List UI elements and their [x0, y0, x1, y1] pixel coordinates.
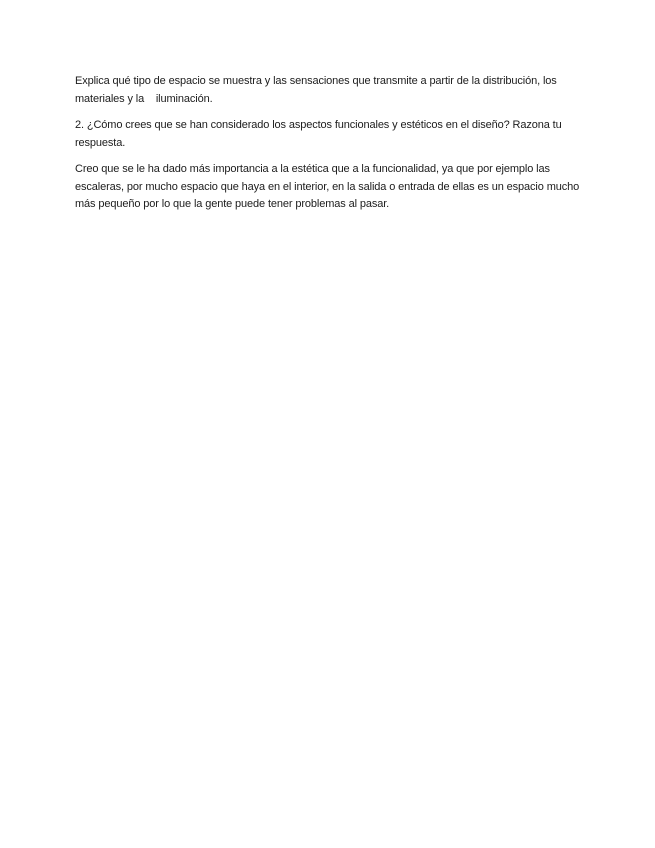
- text-line: Creo que se le ha dado más importancia a la estética que a la funcionalidad, ya que por ejemplo las: [75, 163, 550, 175]
- text-line: escaleras, por mucho espacio que haya en el interior, en la salida o entrada de ellas es un espacio mucho: [75, 180, 580, 193]
- paragraph-answer: [75, 161, 580, 214]
- text-line: 2. ¿Cómo crees que se han considerado los aspectos funcionales y estéticos en el diseño? Razona tu: [75, 119, 562, 131]
- text-line: más pequeño por lo que la gente puede tener problemas al pasar.: [75, 198, 390, 210]
- text-line: Explica qué tipo de espacio se muestra y las sensaciones que transmite a partir de la distribución, los: [75, 75, 557, 87]
- text-line: respuesta.: [75, 136, 126, 149]
- text-line: materiales y la iluminación.: [75, 92, 213, 105]
- paragraph-question-2: [75, 117, 580, 152]
- paragraph-intro-question: [75, 73, 580, 108]
